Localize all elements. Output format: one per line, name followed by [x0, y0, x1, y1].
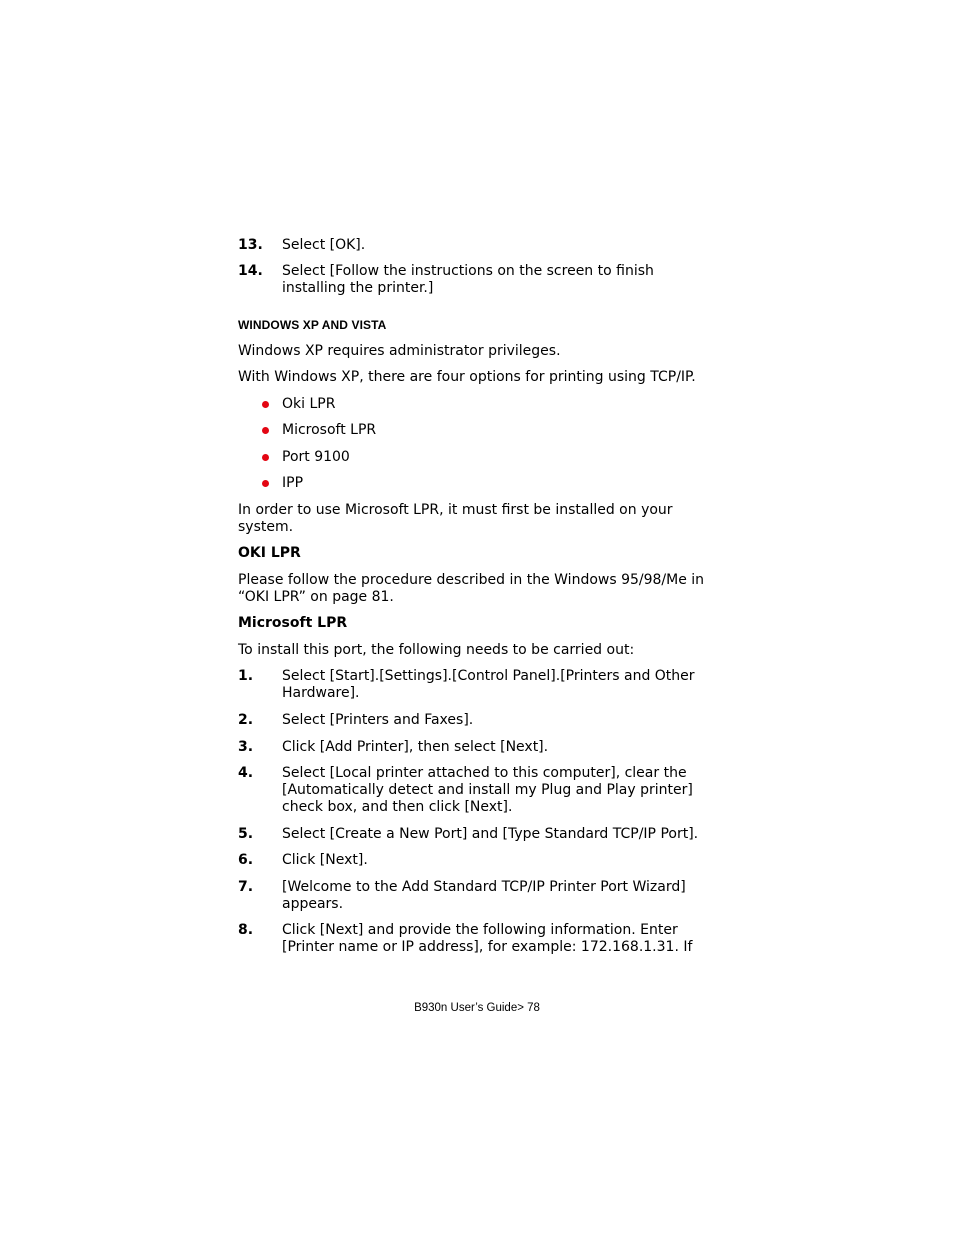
- step-number: 7.: [238, 879, 254, 895]
- step-line: check box, and then click [Next].: [282, 799, 513, 815]
- step-line: Select [Local printer attached to this computer], clear the: [282, 765, 687, 781]
- list-item: IPP: [282, 475, 304, 491]
- step-text: [282, 826, 722, 843]
- step-number: 6.: [238, 852, 254, 868]
- step-number: 14.: [238, 263, 263, 279]
- note-paragraph: [238, 502, 718, 536]
- step-line: Select [OK].: [282, 237, 366, 253]
- step-text: [282, 668, 722, 702]
- step-number: 4.: [238, 765, 254, 781]
- paragraph-line: “OKI LPR” on page 81.: [238, 589, 394, 605]
- step-text: [282, 922, 722, 956]
- intro-paragraph: Windows XP requires administrator privileges.: [238, 343, 561, 359]
- step-text: [282, 712, 722, 729]
- step-line: [Welcome to the Add Standard TCP/IP Printer Port Wizard]: [282, 879, 686, 895]
- microsoft-lpr-heading: Microsoft LPR: [238, 615, 348, 631]
- step-number: 8.: [238, 922, 254, 938]
- step-text: [282, 852, 722, 869]
- step-number: 2.: [238, 712, 254, 728]
- step-line: Select [Start].[Settings].[Control Panel].[Printers and Other: [282, 668, 695, 684]
- list-item: Oki LPR: [282, 396, 336, 412]
- bullet-icon: [262, 427, 269, 434]
- step-line: Select [Follow the instructions on the screen to finish: [282, 263, 654, 279]
- step-line: Select [Printers and Faxes].: [282, 712, 474, 728]
- step-line: Select [Create a New Port] and [Type Standard TCP/IP Port].: [282, 826, 699, 842]
- microsoft-lpr-intro: To install this port, the following needs to be carried out:: [238, 642, 635, 658]
- step-line: [Automatically detect and install my Plug and Play printer]: [282, 782, 693, 798]
- step-number: 5.: [238, 826, 254, 842]
- step-number: 13.: [238, 237, 263, 253]
- step-text: [282, 263, 722, 297]
- note-line: system.: [238, 519, 294, 535]
- intro-paragraph: With Windows XP, there are four options for printing using TCP/IP.: [238, 369, 696, 385]
- step-text: [282, 879, 722, 913]
- step-line: appears.: [282, 896, 344, 912]
- oki-lpr-heading: OKI LPR: [238, 545, 301, 561]
- step-line: Click [Add Printer], then select [Next].: [282, 739, 549, 755]
- list-item: Microsoft LPR: [282, 422, 377, 438]
- step-line: [Printer name or IP address], for example: 172.168.1.31. If: [282, 939, 693, 955]
- step-line: installing the printer.]: [282, 280, 434, 296]
- step-text: [282, 237, 722, 254]
- bullet-icon: [262, 480, 269, 487]
- step-text: [282, 739, 722, 756]
- bullet-icon: [262, 454, 269, 461]
- section-heading: WINDOWS XP AND VISTA: [238, 318, 387, 332]
- step-number: 1.: [238, 668, 254, 684]
- step-number: 3.: [238, 739, 254, 755]
- paragraph-line: Please follow the procedure described in the Windows 95/98/Me in: [238, 572, 705, 588]
- list-item: Port 9100: [282, 449, 350, 465]
- bullet-icon: [262, 401, 269, 408]
- step-line: Click [Next] and provide the following information. Enter: [282, 922, 678, 938]
- step-line: Click [Next].: [282, 852, 368, 868]
- oki-lpr-paragraph: [238, 572, 718, 606]
- step-line: Hardware].: [282, 685, 360, 701]
- page-footer: B930n User’s Guide> 78: [414, 1002, 540, 1014]
- step-text: [282, 765, 722, 816]
- note-line: In order to use Microsoft LPR, it must first be installed on your: [238, 502, 673, 518]
